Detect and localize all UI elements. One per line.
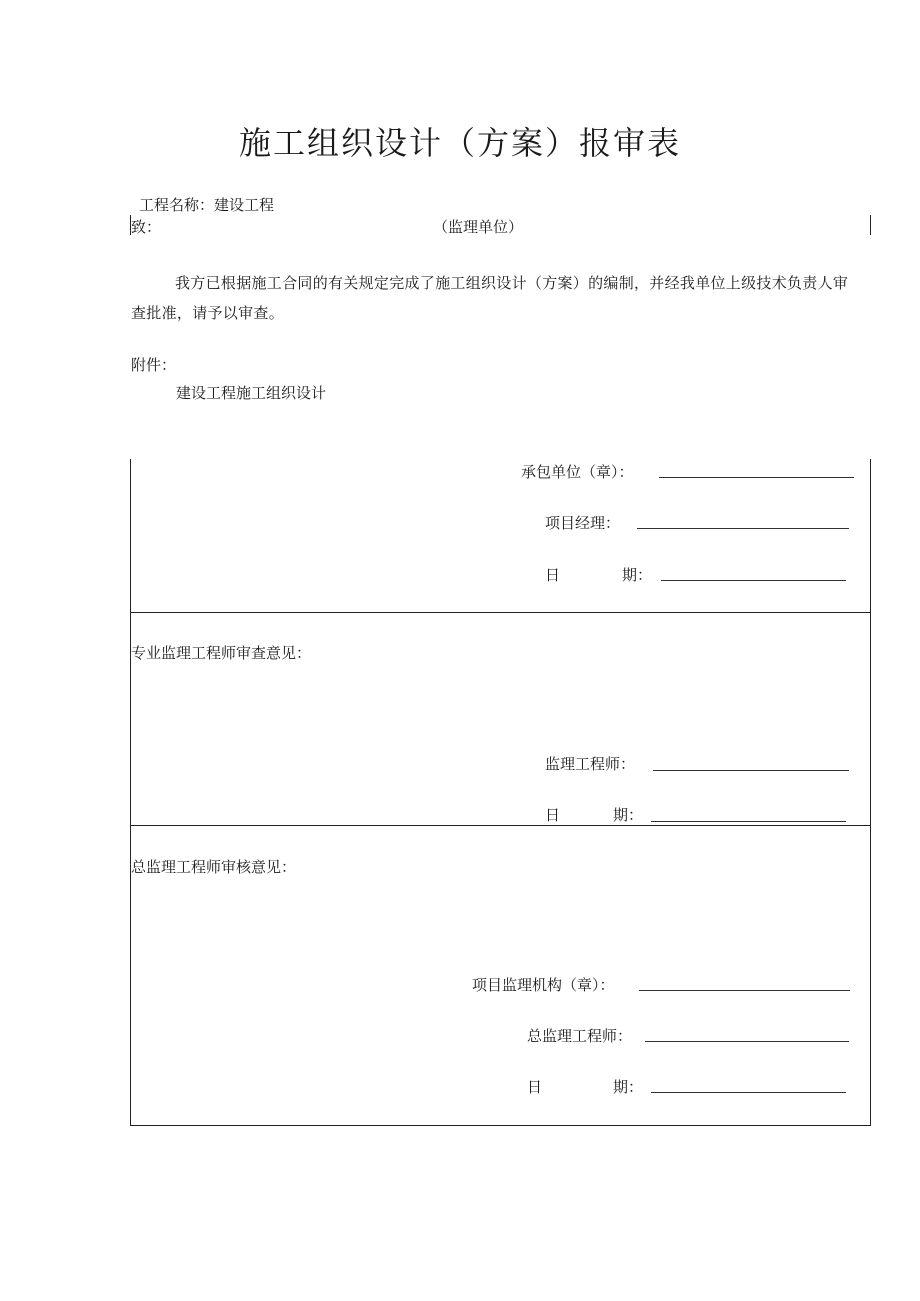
divider-specialist	[130, 825, 871, 826]
project-name-row	[139, 195, 274, 215]
chief-opinion-heading: 总监理工程师审核意见：	[131, 858, 297, 876]
chief-engineer-label: 总监理工程师：	[527, 1027, 633, 1045]
date-label-left: 日	[545, 806, 561, 824]
table-left-border	[130, 459, 131, 1126]
date-label-right: 期：	[621, 566, 652, 584]
supervision-org-field[interactable]	[639, 990, 850, 991]
project-manager-label: 项目经理：	[545, 514, 621, 532]
table-bottom-border	[130, 1125, 871, 1126]
contractor-unit-label: 承包单位（章）：	[521, 463, 634, 481]
divider-contractor	[130, 612, 871, 613]
specialist-date-label	[545, 805, 643, 825]
contractor-date-field[interactable]	[661, 580, 846, 581]
supervision-engineer-label: 监理工程师：	[545, 755, 636, 773]
form-title: 施工组织设计（方案）报审表	[238, 124, 681, 162]
table-right-border-top	[870, 215, 871, 235]
to-label: 致：	[131, 218, 162, 236]
date-label-right: 期：	[612, 806, 643, 824]
project-manager-field[interactable]	[637, 528, 849, 529]
chief-engineer-field[interactable]	[645, 1041, 849, 1042]
project-name-label: 工程名称：	[139, 196, 215, 214]
date-label-right: 期：	[612, 1078, 643, 1096]
project-name-value: 建设工程	[214, 196, 275, 214]
contractor-unit-field[interactable]	[659, 477, 854, 478]
supervision-engineer-field[interactable]	[653, 770, 849, 771]
table-right-border	[870, 459, 871, 1126]
supervision-unit-label: （监理单位）	[433, 218, 524, 236]
specialist-opinion-heading: 专业监理工程师审查意见：	[131, 644, 312, 662]
date-label-left: 日	[545, 566, 561, 584]
attachment-label: 附件：	[131, 356, 177, 374]
attachment-item: 建设工程施工组织设计	[176, 384, 327, 402]
chief-date-label	[527, 1077, 643, 1097]
date-label-left: 日	[527, 1078, 543, 1096]
chief-date-field[interactable]	[651, 1092, 846, 1093]
supervision-org-label: 项目监理机构（章）：	[472, 976, 615, 994]
contractor-date-label	[545, 565, 652, 585]
specialist-date-field[interactable]	[651, 821, 846, 822]
application-text: 我方已根据施工合同的有关规定完成了施工组织设计（方案）的编制，并经我单位上级技术负责人审查批准，请予以审查。	[131, 274, 849, 322]
